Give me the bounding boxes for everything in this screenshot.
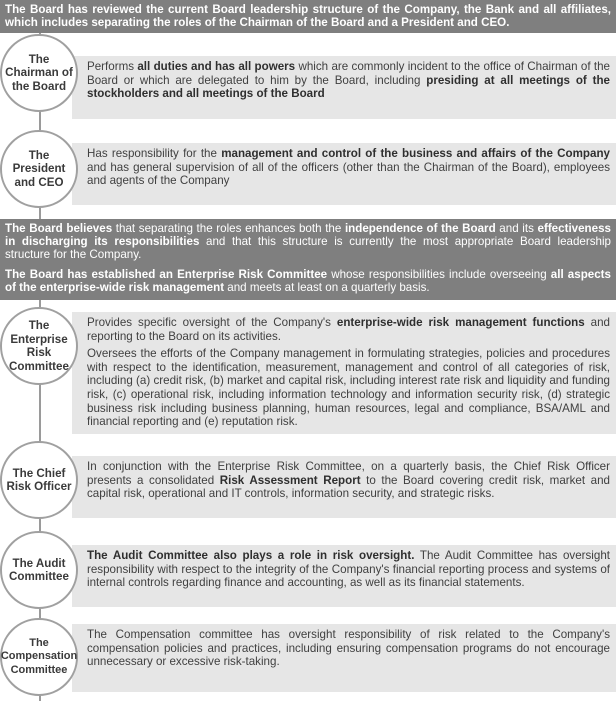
chairman-title: The Chairman of the Board [5,52,73,93]
erc-description-box [72,312,616,434]
president-circle [0,130,78,208]
chairman-description: Performs all duties and has all powers which are commonly incident to the office of Chairman of the Board or which are delegated to him by the Board, including presiding at all meetings of the stockholders and all meetings of the Board [87,60,610,101]
board-structure-text: The Board has reviewed the current Board leadership structure of the Company, the Bank and all affiliates, which includes separating the roles of the Chairman of the Board and a President and CEO. [5,3,611,30]
erc-established-text: The Board has established an Enterprise Risk Committee whose responsibilities include overseeing all aspects of the enterprise-wide risk management and meets at least on a quarterly basis. [5,267,611,294]
cro-description-box [72,456,616,518]
compensation-title: The Compensation Committee [0,636,78,676]
president-description: Has responsibility for the management and control of the business and affairs of the Company and has general supervision of all of the officers (other than the Chairman of the Board), employees and agents of the Company [87,147,610,188]
erc-description-1: Provides specific oversight of the Company's enterprise-wide risk management functions and reporting to the Board on its activities. [87,316,610,343]
compensation-description-box [72,624,616,692]
cro-description: In conjunction with the Enterprise Risk Committee, on a quarterly basis, the Chief Risk Officer presents a consolidated Risk Assessment Report to the Board covering credit risk, market and capital risk, operational and IT controls, information security, and strategic risks. [87,460,611,501]
cro-circle [0,441,78,519]
audit-description: The Audit Committee also plays a role in risk oversight. The Audit Committee has oversight responsibility with respect to the integrity of the Company's financial reporting process and systems of internal controls regarding finance and accounting, as well as its financial statements. [87,549,610,590]
cro-title: The Chief Risk Officer [6,466,72,493]
audit-circle [0,531,78,609]
president-description-box [72,143,616,205]
compensation-description: The Compensation committee has oversight responsibility of risk related to the Company's compensation policies and practices, including ensuring compensation programs do not encourage unnecessary or excessive risk-taking. [87,628,610,669]
president-title: The President and CEO [12,148,66,189]
audit-description-box [72,545,616,607]
board-beliefs-banner [0,219,616,300]
board-structure-banner [0,0,616,33]
erc-circle [0,307,78,385]
board-beliefs-text: The Board believes that separating the roles enhances both the independence of the Board and its effectiveness in discharging its responsibilities and that this structure is currently the most appropriate Board leadership structure for the Company. [5,222,611,262]
chairman-description-box [72,56,616,119]
erc-title: The Enterprise Risk Committee [9,319,69,373]
erc-description-2: Oversees the efforts of the Company management in formulating strategies, policies and procedures with respect to the identification, measurement, management and control of all categories of risk, including (a) credit risk, (b) market and capital risk, including interest rate risk and liquidity and funding risk, (c) operational risk, including information technology and information security risk, (d) strategic business risk including business planning, human resources, legal and compliance, BSA/AML and financial reporting and (e) reputation risk. [87,347,610,429]
audit-title: The Audit Committee [9,556,69,583]
chairman-circle [0,34,78,112]
compensation-circle [0,618,78,696]
